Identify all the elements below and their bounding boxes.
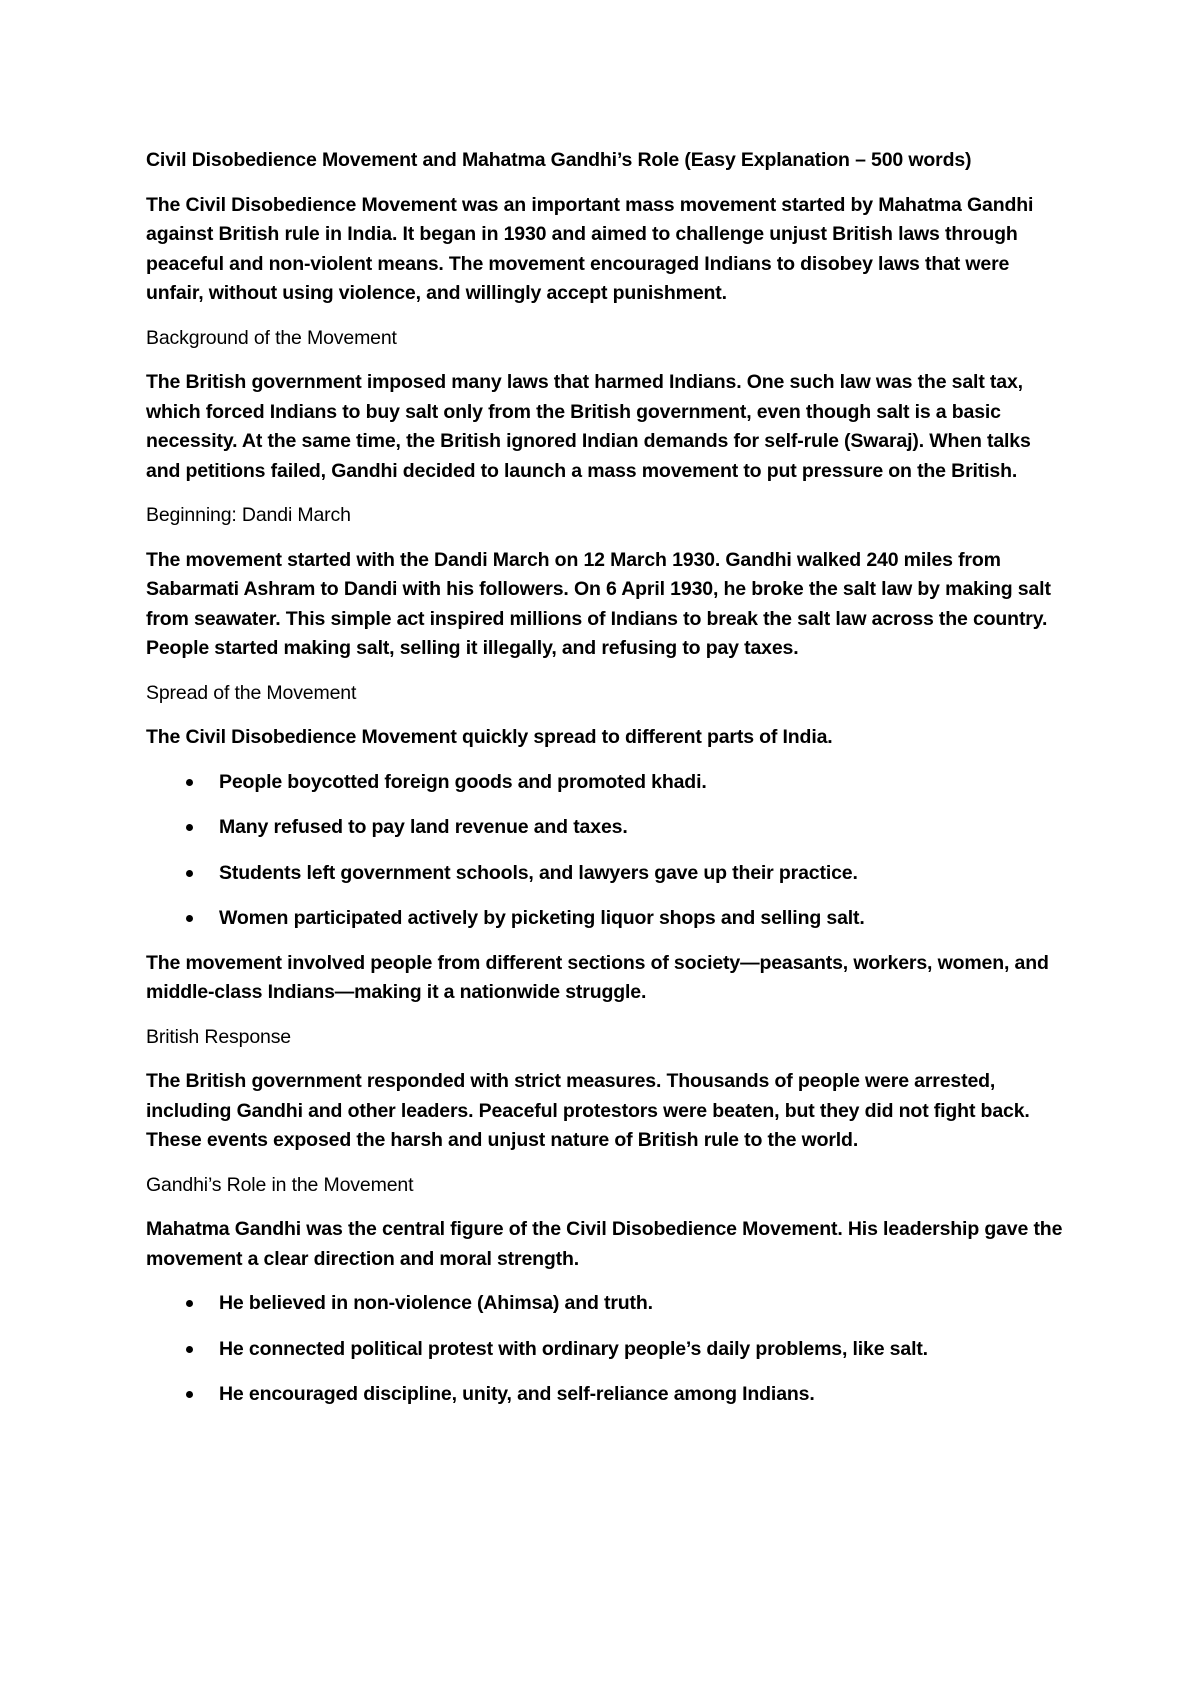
british-response-paragraph: The British government responded with strict measures. Thousands of people were arrested, including Gandhi and other leaders. Peaceful protestors were beaten, but they did not fight back. These events exposed the harsh and unjust nature of British rule to the world.	[146, 1070, 1030, 1151]
list-item-text: Women participated actively by picketing liquor shops and selling salt.	[219, 907, 865, 929]
list-item-text: People boycotted foreign goods and promoted khadi.	[219, 770, 707, 793]
dandi-march-paragraph: The movement started with the Dandi March on 12 March 1930. Gandhi walked 240 miles from Sabarmati Ashram to Dandi with his followers. On 6 April 1930, he broke the salt law by making salt from seawater. This simple act inspired millions of Indians to break the salt law across the country. People started making salt, selling it illegally, and refusing to pay taxes.	[146, 548, 1051, 659]
bullet-icon	[186, 1300, 193, 1307]
role-bullet-list	[146, 1289, 1066, 1410]
list-item-text: He connected political protest with ordinary people’s daily problems, like salt.	[219, 1337, 928, 1360]
document-title: Civil Disobedience Movement and Mahatma Gandhi’s Role (Easy Explanation – 500 words)	[146, 149, 972, 171]
section-heading-dandi-march: Beginning: Dandi March	[146, 504, 351, 526]
list-item	[146, 1335, 1066, 1365]
list-item	[146, 1289, 1066, 1319]
list-item-text: Many refused to pay land revenue and taxes.	[219, 816, 628, 838]
section-heading-gandhi-role: Gandhi’s Role in the Movement	[146, 1173, 414, 1196]
gandhi-role-paragraph: Mahatma Gandhi was the central figure of the Civil Disobedience Movement. His leadership gave the movement a clear direction and moral strength.	[146, 1218, 1063, 1270]
section-heading-background: Background of the Movement	[146, 326, 397, 349]
bullet-icon	[186, 915, 193, 922]
list-item-text: He believed in non-violence (Ahimsa) and truth.	[219, 1292, 653, 1314]
spread-closing-paragraph: The movement involved people from different sections of society—peasants, workers, women, and middle-class Indians—making it a nationwide struggle.	[146, 951, 1049, 1003]
spread-bullet-list	[146, 768, 1066, 934]
bullet-icon	[186, 1346, 193, 1353]
list-item-text: Students left government schools, and lawyers gave up their practice.	[219, 861, 858, 884]
list-item-text: He encouraged discipline, unity, and self-reliance among Indians.	[219, 1383, 815, 1405]
list-item	[146, 859, 1066, 889]
list-item	[146, 768, 1066, 798]
list-item	[146, 813, 1066, 843]
bullet-icon	[186, 1391, 193, 1398]
section-heading-spread: Spread of the Movement	[146, 681, 357, 704]
list-item	[146, 1380, 1066, 1410]
bullet-icon	[186, 824, 193, 831]
bullet-icon	[186, 779, 193, 786]
spread-paragraph: The Civil Disobedience Movement quickly spread to different parts of India.	[146, 726, 833, 748]
bullet-icon	[186, 870, 193, 877]
background-paragraph: The British government imposed many laws that harmed Indians. One such law was the salt tax, which forced Indians to buy salt only from the British government, even though salt is a basic necessity. At the same time, the British ignored Indian demands for self-rule (Swaraj). When talks and petitions failed, Gandhi decided to launch a mass movement to put pressure on the British.	[146, 371, 1031, 482]
document-body	[146, 146, 1066, 1425]
list-item	[146, 904, 1066, 934]
intro-paragraph: The Civil Disobedience Movement was an important mass movement started by Mahatma Gandhi against British rule in India. It began in 1930 and aimed to challenge unjust British laws through peaceful and non-violent means. The movement encouraged Indians to disobey laws that were unfair, without using violence, and willingly accept punishment.	[146, 193, 1034, 304]
section-heading-british-response: British Response	[146, 1025, 292, 1048]
